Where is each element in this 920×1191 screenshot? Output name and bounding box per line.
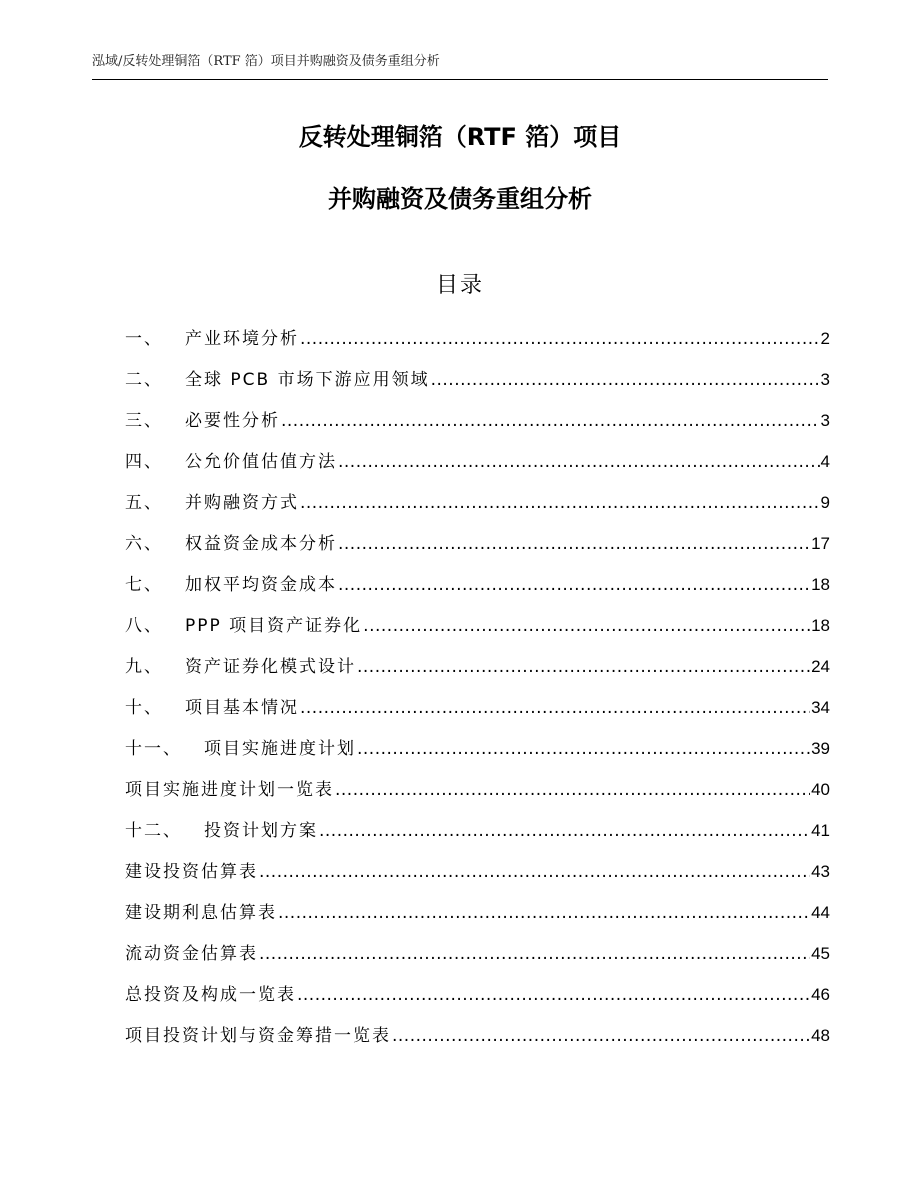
toc-entry-page: 24 — [811, 657, 830, 676]
toc-entry-number: 八、 — [125, 616, 163, 636]
toc-entry-label: 项目投资计划与资金筹措一览表 — [125, 1026, 391, 1046]
toc-entry-label: 必要性分析 — [185, 411, 280, 431]
toc-entry[interactable] — [125, 400, 830, 441]
toc-entry-number: 四、 — [125, 452, 163, 472]
toc-leader-dots — [335, 770, 810, 811]
toc-entry[interactable] — [125, 318, 830, 359]
toc-entry-page: 17 — [811, 534, 830, 553]
toc-entry-number: 五、 — [125, 493, 163, 513]
toc-entry-page: 40 — [811, 780, 830, 799]
toc-entry[interactable] — [125, 933, 830, 974]
toc-entry[interactable] — [125, 646, 830, 687]
toc-entry-label: 权益资金成本分析 — [185, 534, 337, 554]
toc-entry-label: 项目基本情况 — [185, 698, 299, 718]
toc-entry-label: 加权平均资金成本 — [185, 575, 337, 595]
toc-entry-label: 总投资及构成一览表 — [125, 985, 296, 1005]
toc-entry-page: 41 — [811, 821, 830, 840]
toc-entry[interactable] — [125, 482, 830, 523]
toc-leader-dots — [357, 729, 810, 770]
toc-entry-label: 全球 PCB 市场下游应用领域 — [185, 370, 430, 390]
toc-entry[interactable] — [125, 687, 830, 728]
toc-entry-number: 七、 — [125, 575, 163, 595]
toc-entry-page: 44 — [811, 903, 830, 922]
toc-entry-number: 十一、 — [125, 739, 182, 759]
toc-leader-dots — [297, 975, 810, 1016]
toc-entry-number: 一、 — [125, 329, 163, 349]
toc-leader-dots — [259, 934, 810, 975]
toc-leader-dots — [363, 606, 810, 647]
table-of-contents — [125, 318, 830, 1056]
toc-entry-number: 九、 — [125, 657, 163, 677]
toc-entry-label: 流动资金估算表 — [125, 944, 258, 964]
toc-entry-page: 4 — [820, 452, 830, 471]
toc-entry-page: 3 — [820, 370, 830, 389]
toc-heading: 目录 — [435, 273, 484, 298]
toc-entry-number: 二、 — [125, 370, 163, 390]
toc-entry[interactable] — [125, 974, 830, 1015]
toc-entry-number: 三、 — [125, 411, 163, 431]
toc-entry-label: 公允价值估值方法 — [185, 452, 337, 472]
toc-leader-dots — [431, 360, 820, 401]
toc-entry[interactable] — [125, 441, 830, 482]
toc-entry-page: 39 — [811, 739, 830, 758]
toc-leader-dots — [259, 852, 810, 893]
toc-entry-number: 六、 — [125, 534, 163, 554]
toc-entry[interactable] — [125, 1015, 830, 1056]
toc-entry[interactable] — [125, 769, 830, 810]
toc-entry-page: 45 — [811, 944, 830, 963]
toc-entry[interactable] — [125, 892, 830, 933]
toc-entry[interactable] — [125, 728, 830, 769]
toc-entry-label: 项目实施进度计划一览表 — [125, 780, 334, 800]
toc-entry[interactable] — [125, 359, 830, 400]
toc-leader-dots — [300, 483, 820, 524]
toc-entry-label: PPP 项目资产证券化 — [185, 616, 363, 636]
toc-entry-page: 3 — [820, 411, 830, 430]
document-title-line-1: 反转处理铜箔（RTF 箔）项目 — [298, 123, 622, 151]
toc-entry-label: 建设期利息估算表 — [125, 903, 277, 923]
toc-entry[interactable] — [125, 564, 830, 605]
toc-entry-number: 十、 — [125, 698, 163, 718]
toc-entry-page: 48 — [811, 1026, 830, 1045]
toc-leader-dots — [300, 688, 810, 729]
toc-leader-dots — [278, 893, 810, 934]
toc-entry-label: 资产证券化模式设计 — [185, 657, 356, 677]
toc-entry[interactable] — [125, 523, 830, 564]
document-title-line-2: 并购融资及债务重组分析 — [328, 185, 592, 213]
toc-entry-page: 9 — [820, 493, 830, 512]
toc-entry-page: 18 — [811, 616, 830, 635]
toc-entry[interactable] — [125, 810, 830, 851]
toc-entry-label: 投资计划方案 — [204, 821, 318, 841]
toc-entry-page: 43 — [811, 862, 830, 881]
running-header: 泓域/反转处理铜箔（RTF 箔）项目并购融资及债务重组分析 — [92, 51, 828, 80]
toc-leader-dots — [281, 401, 820, 442]
toc-leader-dots — [338, 524, 810, 565]
toc-entry-number: 十二、 — [125, 821, 182, 841]
toc-entry-page: 18 — [811, 575, 830, 594]
toc-entry-label: 项目实施进度计划 — [204, 739, 356, 759]
toc-entry[interactable] — [125, 605, 830, 646]
toc-entry-page: 2 — [820, 329, 830, 348]
toc-entry-label: 建设投资估算表 — [125, 862, 258, 882]
toc-entry-label: 产业环境分析 — [185, 329, 299, 349]
toc-leader-dots — [357, 647, 810, 688]
toc-leader-dots — [338, 565, 810, 606]
toc-leader-dots — [338, 442, 820, 483]
toc-entry-label: 并购融资方式 — [185, 493, 299, 513]
toc-leader-dots — [319, 811, 810, 852]
toc-entry[interactable] — [125, 851, 830, 892]
toc-leader-dots — [392, 1016, 810, 1057]
toc-entry-page: 46 — [811, 985, 830, 1004]
toc-entry-page: 34 — [811, 698, 830, 717]
toc-leader-dots — [300, 319, 820, 360]
